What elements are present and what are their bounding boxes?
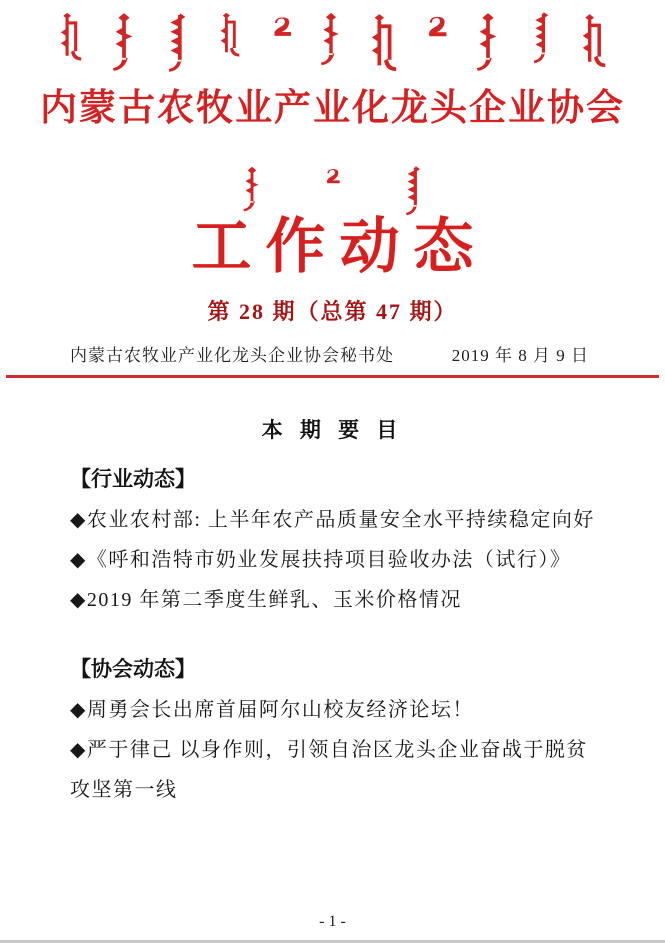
- org-title: 内蒙古农牧业产业化龙头企业协会: [40, 87, 625, 128]
- mongolian-script-icon: [58, 12, 84, 62]
- mongolian-script-icon: [163, 12, 191, 74]
- mongolian-script-icon: [110, 12, 138, 72]
- toc-item: ◆《呼和浩特市奶业发展扶持项目验收办法（试行）》: [70, 549, 572, 572]
- mongolian-script-row: [0, 166, 665, 216]
- mongolian-script-icon: [581, 12, 607, 70]
- mongolian-script-icon: [370, 12, 398, 74]
- page-number: - 1 -: [319, 913, 346, 930]
- bulletin-title: 工作动态: [191, 214, 488, 281]
- publisher-name: 内蒙古农牧业产业化龙头企业协会秘书处: [70, 346, 394, 366]
- toc-item: ◆周勇会长出席首届阿尔山校友经济论坛！: [70, 699, 474, 722]
- toc-item: ◆农业农村部: 上半年农产品质量安全水平持续稳定向好: [70, 509, 595, 532]
- mongolian-script-icon: [240, 166, 264, 212]
- mongolian-script-icon: [424, 15, 448, 43]
- toc-item: ◆严于律己 以身作则，引领自治区龙头企业奋战于脱贫攻坚第一线: [70, 739, 588, 802]
- red-divider-rule: [6, 375, 659, 378]
- toc-heading: 本 期 要 目: [261, 418, 404, 443]
- publisher-line: [0, 341, 665, 366]
- toc-item: ◆2019 年第二季度生鲜乳、玉米价格情况: [70, 589, 462, 612]
- mongolian-script-icon: [318, 12, 344, 66]
- mongolian-script-row: [0, 12, 665, 80]
- toc-section-association: 【协会动态】: [70, 658, 196, 682]
- mongolian-script-icon: [217, 12, 243, 58]
- mongolian-script-icon: [527, 12, 555, 64]
- toc: [0, 460, 665, 810]
- mongolian-script-icon: [269, 16, 293, 42]
- issue-line: 第 28 期（总第 47 期）: [207, 299, 458, 325]
- publish-date: 2019 年 8 月 9 日: [451, 346, 589, 366]
- mongolian-script-icon: [322, 168, 342, 188]
- mongolian-script-icon: [400, 166, 426, 216]
- toc-section-industry: 【行业动态】: [70, 468, 196, 492]
- mongolian-script-icon: [474, 12, 502, 72]
